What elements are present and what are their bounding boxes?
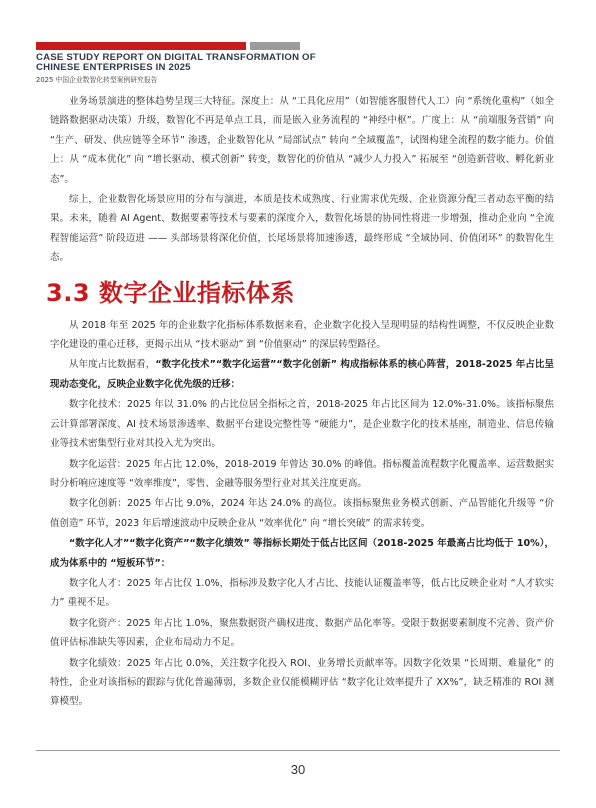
- paragraph-core-indicators: [50, 355, 554, 394]
- accent-bar-gray: [250, 42, 300, 50]
- paragraph-intro: 从 2018 年至 2025 年的企业数字化指标体系数据来看，企业数字化投入呈现明显的结构性调整，不仅反映企业数字化建设的重心迁移，更揭示出从 “技术驱动” 到 “价值驱动” 的深层转型路径。: [50, 319, 554, 351]
- paragraph-digital-talent: 数字化人才：2025 年占比仅 1.0%，指标涉及数字化人才占比、技能认证覆盖率等，低占比反映企业对 “人才软实力” 重视不足。: [50, 577, 554, 609]
- core-indicators-emphasis: “数字化技术”“数字化运营”“数字化创新” 构成指标体系的核心阵营，2018-2025 年占比呈现动态变化，反映企业数字化优先级的迁移：: [50, 359, 554, 390]
- core-indicators-lead: 从年度占比数据看，: [69, 359, 156, 371]
- paragraph-digital-performance: 数字化绩效：2025 年占比 0.0%，关注数字化投入 ROI、业务增长贡献率等。因数字化效果 “长周期、难量化” 的特性，企业对该指标的跟踪与优化普遍薄弱，多数企业仅能模糊评估 “数字化让效率提升了 XX%”，缺乏精准的 ROI 测算模型。: [50, 657, 554, 708]
- paragraph-summary: 综上，企业数智化场景应用的分布与演进，本质是技术成熟度、行业需求优先级、企业资源分配三者动态平衡的结果。未来，随着 AI Agent、数据要素等技术与要素的深度介入，数智化场景的协同性将进一步增强，推动企业向 “全流程智能运营” 阶段迈进 —— 头部场景将深化价值，长尾场景将加速渗透，最终形成 “全域协同、价值闭环” 的数智化生态。: [50, 194, 554, 264]
- paragraph-digital-assets: 数字化资产：2025 年占比 1.0%，聚焦数据资产确权进度、数据产品化率等。受限于数据要素制度不完善、资产价值评估标准缺失等因素，企业布局动力不足。: [50, 617, 554, 649]
- report-title-cn: 2025 中国企业数智化转型案例研究报告: [36, 76, 158, 84]
- paragraph-digital-technology: 数字化技术：2025 年以 31.0% 的占比位居全指标之首，2018-2025 年占比区间为 12.0%-31.0%。该指标聚焦云计算部署深度、AI 技术场景渗透率、数据平台建设完整性等 “硬能力”，是企业数字化的技术基座，制造业、信息传输业等技术密集型行业对其投入尤为突出。: [50, 399, 554, 450]
- page-body: [46, 92, 554, 712]
- report-title-en-line1: CASE STUDY REPORT ON DIGITAL TRANSFORMATION OF: [36, 52, 316, 63]
- paragraph-trends: 业务场景演进的整体趋势呈现三大特征。深度上：从 “工具化应用”（如智能客服替代人工）向 “系统化重构”（如全链路数据驱动决策）升级，数智化不再是单点工具，而是嵌入业务流程的 “神经中枢”。广度上：从 “前端服务营销” 向 “生产、研发、供应链等全环节” 渗透，企业数智化从 “局部试点” 转向 “全域覆盖”，试图构建全流程的数字能力。价值上：从 “成本优化” 向 “增长驱动、模式创新” 转变，数智化的价值从 “减少人力投入” 拓展至 “创造新营收、孵化新业态”。: [50, 96, 554, 185]
- report-title-en-line2: CHINESE ENTERPRISES IN 2025: [36, 62, 191, 73]
- accent-bar-red: [36, 42, 246, 50]
- page-number: 30: [290, 762, 306, 777]
- section-title: 3.3 数字企业指标体系: [46, 278, 295, 307]
- paragraph-digital-innovation: 数字化创新：2025 年占比 9.0%，2024 年达 24.0% 的高位。该指标聚焦业务模式创新、产品智能化升级等 “价值创造” 环节，2023 年后增速波动中反映企业从 “效率优化” 向 “增长突破” 的需求转变。: [50, 498, 554, 529]
- paragraph-digital-operations: 数字化运营：2025 年占比 12.0%，2018-2019 年曾达 30.0% 的峰值。指标覆盖流程数字化覆盖率、运营数据实时分析响应速度等 “效率维度”，零售、金融等服务型行业对其关注度更高。: [50, 458, 554, 489]
- paragraph-weak-indicators: “数字化人才”“数字化资产”“数字化绩效” 等指标长期处于低占比区间（2018-2025 年最高占比均低于 10%），成为体系中的 “短板环节”：: [50, 538, 554, 569]
- report-title-en: [36, 53, 366, 73]
- footer-divider: [36, 750, 560, 751]
